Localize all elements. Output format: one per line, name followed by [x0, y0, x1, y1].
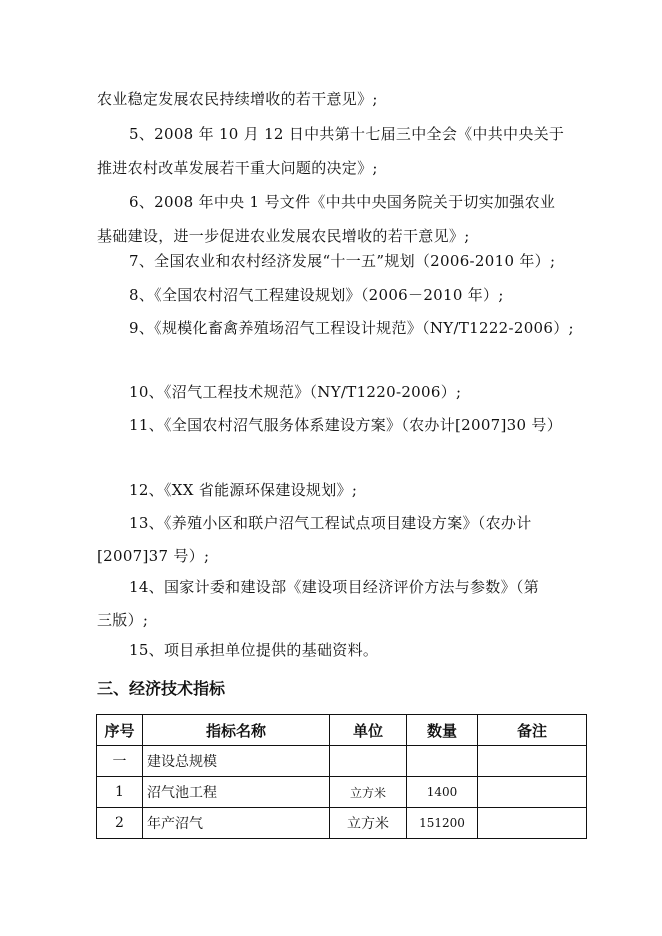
table-row	[97, 777, 587, 808]
text-line-9: 10、《沼气工程技术规范》（NY/T1220-2006）;	[129, 383, 462, 401]
cell-seq: 2	[97, 808, 143, 839]
text-line-4: 6、2008 年中央 1 号文件《中共中央国务院关于切实加强农业	[129, 193, 556, 211]
cell-qty: 1400	[407, 777, 478, 808]
text-line-8: 9、《规模化畜禽养殖场沼气工程设计规范》（NY/T1222-2006）;	[129, 319, 574, 337]
cell-note	[478, 777, 587, 808]
text-line-10: 11、《全国农村沼气服务体系建设方案》（农办计[2007]30 号）	[129, 416, 563, 434]
text-line-5: 基础建设，进一步促进农业发展农民增收的若干意见》;	[97, 227, 470, 245]
header-qty: 数量	[407, 715, 478, 746]
cell-unit	[330, 746, 407, 777]
table-header-row	[97, 715, 587, 746]
cell-qty: 151200	[407, 808, 478, 839]
cell-seq: 1	[97, 777, 143, 808]
cell-unit: 立方米	[330, 808, 407, 839]
header-note: 备注	[478, 715, 587, 746]
text-line-6: 7、全国农业和农村经济发展“十一五”规划（2006-2010 年）;	[129, 252, 556, 270]
header-unit: 单位	[330, 715, 407, 746]
text-line-15: 三版）;	[97, 611, 149, 629]
header-name: 指标名称	[143, 715, 330, 746]
cell-name: 沼气池工程	[143, 777, 330, 808]
text-line-11: 12、《XX 省能源环保建设规划》;	[129, 481, 358, 499]
text-line-16: 15、项目承担单位提供的基础资料。	[129, 641, 379, 659]
header-seq: 序号	[97, 715, 143, 746]
text-line-2: 5、2008 年 10 月 12 日中共第十七届三中全会《中共中央关于	[129, 125, 565, 143]
table-row	[97, 808, 587, 839]
cell-note	[478, 808, 587, 839]
cell-name: 建设总规模	[143, 746, 330, 777]
table-row	[97, 746, 587, 777]
cell-seq: 一	[97, 746, 143, 777]
text-line-3: 推进农村改革发展若干重大问题的决定》;	[97, 159, 378, 177]
indicator-table	[96, 714, 587, 839]
section-heading: 三、经济技术指标	[97, 679, 226, 698]
cell-qty	[407, 746, 478, 777]
text-line-12: 13、《养殖小区和联户沼气工程试点项目建设方案》（农办计	[129, 514, 532, 532]
text-line-7: 8、《全国农村沼气工程建设规划》（2006－2010 年）;	[129, 286, 504, 304]
text-line-13: [2007]37 号）;	[97, 547, 210, 565]
text-line-14: 14、国家计委和建设部《建设项目经济评价方法与参数》（第	[129, 578, 539, 596]
cell-note	[478, 746, 587, 777]
text-line-1: 农业稳定发展农民持续增收的若干意见》;	[97, 90, 378, 108]
cell-unit: 立方米	[330, 777, 407, 808]
cell-name: 年产沼气	[143, 808, 330, 839]
